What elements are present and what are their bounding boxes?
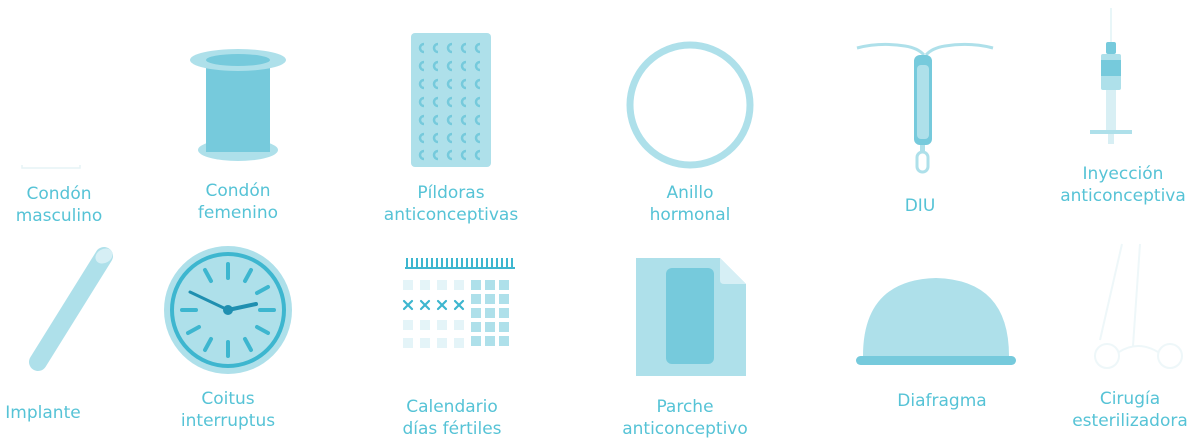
method-label: Coitus interruptus	[180, 389, 276, 431]
method-label: Implante	[5, 403, 81, 423]
method-label: Anillo hormonal	[649, 183, 731, 225]
method-label: Calendario días fértiles	[402, 397, 502, 439]
method-label: Inyección anticonceptiva	[1060, 164, 1186, 206]
method-label: Condón femenino	[197, 181, 279, 223]
method-label: Condón masculino	[15, 184, 103, 226]
method-label: Cirugía esterilizadora	[1072, 389, 1188, 431]
method-label: DIU	[904, 196, 936, 216]
method-label: Píldoras anticonceptivas	[383, 183, 519, 225]
method-label: Diafragma	[897, 391, 987, 411]
method-label: Parche anticonceptivo	[622, 397, 748, 439]
